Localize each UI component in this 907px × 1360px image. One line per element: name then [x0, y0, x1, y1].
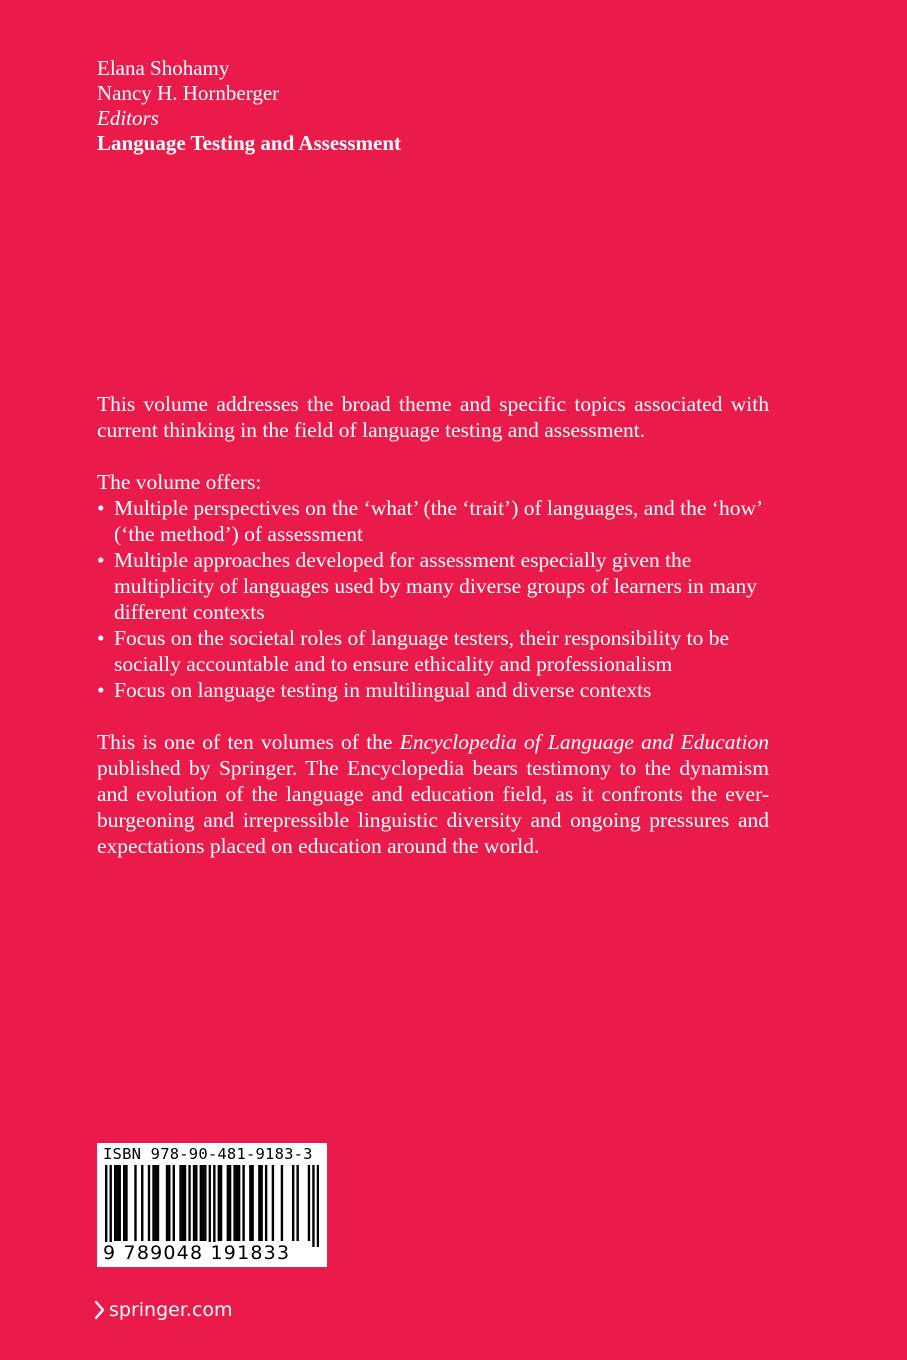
- offers-list: [97, 495, 769, 703]
- barcode-bar: [265, 1165, 267, 1241]
- barcode-bar: [258, 1165, 260, 1241]
- barcode-bar: [213, 1165, 215, 1247]
- chevron-right-icon: [94, 1300, 106, 1320]
- barcode-bar: [202, 1165, 204, 1241]
- barcode-bar: [218, 1165, 220, 1241]
- barcode-bar: [312, 1165, 314, 1247]
- barcode-bar: [166, 1165, 168, 1241]
- barcode-bar: [308, 1165, 310, 1241]
- springer-link[interactable]: [94, 1299, 233, 1321]
- offers-heading: The volume offers:: [97, 470, 262, 494]
- encyclopedia-title: Encyclopedia of Language and Education: [399, 730, 769, 754]
- barcode-bar: [209, 1165, 211, 1247]
- barcode-bar: [179, 1165, 181, 1241]
- barcode-bar: [249, 1165, 251, 1241]
- barcode-bar: [193, 1165, 195, 1241]
- book-title: Language Testing and Assessment: [97, 131, 401, 155]
- barcode-bar: [260, 1165, 262, 1241]
- barcode-bar: [292, 1165, 294, 1241]
- barcode-bar: [317, 1165, 319, 1247]
- barcode-bar: [141, 1165, 143, 1241]
- barcode-bar: [200, 1165, 202, 1241]
- editors-block: [97, 56, 401, 156]
- isbn-barcode: [97, 1143, 327, 1267]
- barcode-bar: [227, 1165, 229, 1241]
- blurb: [97, 391, 769, 859]
- bullet-icon: •: [97, 496, 105, 520]
- isbn-label: ISBN 978-90-481-9183-3: [103, 1145, 313, 1163]
- barcode-bar: [148, 1165, 150, 1241]
- bullet-icon: •: [97, 626, 105, 650]
- barcode-bar: [251, 1165, 253, 1241]
- barcode-bar: [105, 1165, 107, 1247]
- editors-role: Editors: [97, 106, 159, 130]
- list-item: • Multiple perspectives on the ‘what’ (the ‘trait’) of languages, and the ‘how’ (‘the method’) of assessment: [97, 496, 762, 546]
- barcode-bar: [116, 1165, 118, 1241]
- barcode-bar: [229, 1165, 231, 1241]
- editor-name: Nancy H. Hornberger: [97, 81, 280, 105]
- list-item: • Focus on the societal roles of language testers, their responsibility to be socially accountable and to ensure ethicality and professionalism: [97, 626, 729, 676]
- barcode-bar: [157, 1165, 159, 1241]
- barcode-digits: 9 789048 191833: [103, 1242, 291, 1264]
- barcode-bar: [119, 1165, 121, 1241]
- barcode-bar: [184, 1165, 186, 1241]
- barcode-bar: [220, 1165, 222, 1241]
- barcode-bar: [173, 1165, 175, 1241]
- list-item: • Focus on language testing in multilingual and diverse contexts: [97, 678, 652, 702]
- barcode-bar: [281, 1165, 283, 1241]
- closing-paragraph: This is one of ten volumes of the Encyclopedia of Language and Education published by Springer. The Encyclopedia bears testimony to the dynamism and evolution of the language and education field, as it confronts the ever-burgeoning and irrepressible linguistic diversity and ongoing pressures and expectations placed on education around the world.: [97, 730, 769, 858]
- list-item: • Multiple approaches developed for assessment especially given the multiplicity of languages used by many diverse groups of learners in many different contexts: [97, 548, 758, 624]
- barcode-bar: [134, 1165, 136, 1241]
- barcode-bar: [110, 1165, 112, 1247]
- barcode-bar: [188, 1165, 190, 1241]
- barcode-bars: [105, 1165, 319, 1247]
- bullet-icon: •: [97, 678, 105, 702]
- springer-link-text: springer.com: [109, 1299, 233, 1321]
- bullet-icon: •: [97, 548, 105, 572]
- barcode-bar: [182, 1165, 184, 1241]
- barcode-bar: [195, 1165, 197, 1241]
- barcode-bar: [125, 1165, 127, 1241]
- editor-name: Elana Shohamy: [97, 56, 230, 80]
- barcode-bar: [168, 1165, 170, 1241]
- barcode-bar: [123, 1165, 125, 1241]
- intro-paragraph: This volume addresses the broad theme and specific topics associated with current thinking in the field of language testing and assessment.: [97, 392, 769, 442]
- barcode-bar: [114, 1165, 116, 1241]
- barcode-bar: [233, 1165, 235, 1241]
- barcode-bar: [296, 1165, 298, 1241]
- barcode-bar: [272, 1165, 274, 1241]
- barcode-bar: [152, 1165, 154, 1241]
- barcode-bar: [204, 1165, 206, 1241]
- barcode-bar: [242, 1165, 244, 1241]
- barcode-bar: [155, 1165, 157, 1241]
- barcode-bar: [238, 1165, 240, 1241]
- barcode-bar: [236, 1165, 238, 1241]
